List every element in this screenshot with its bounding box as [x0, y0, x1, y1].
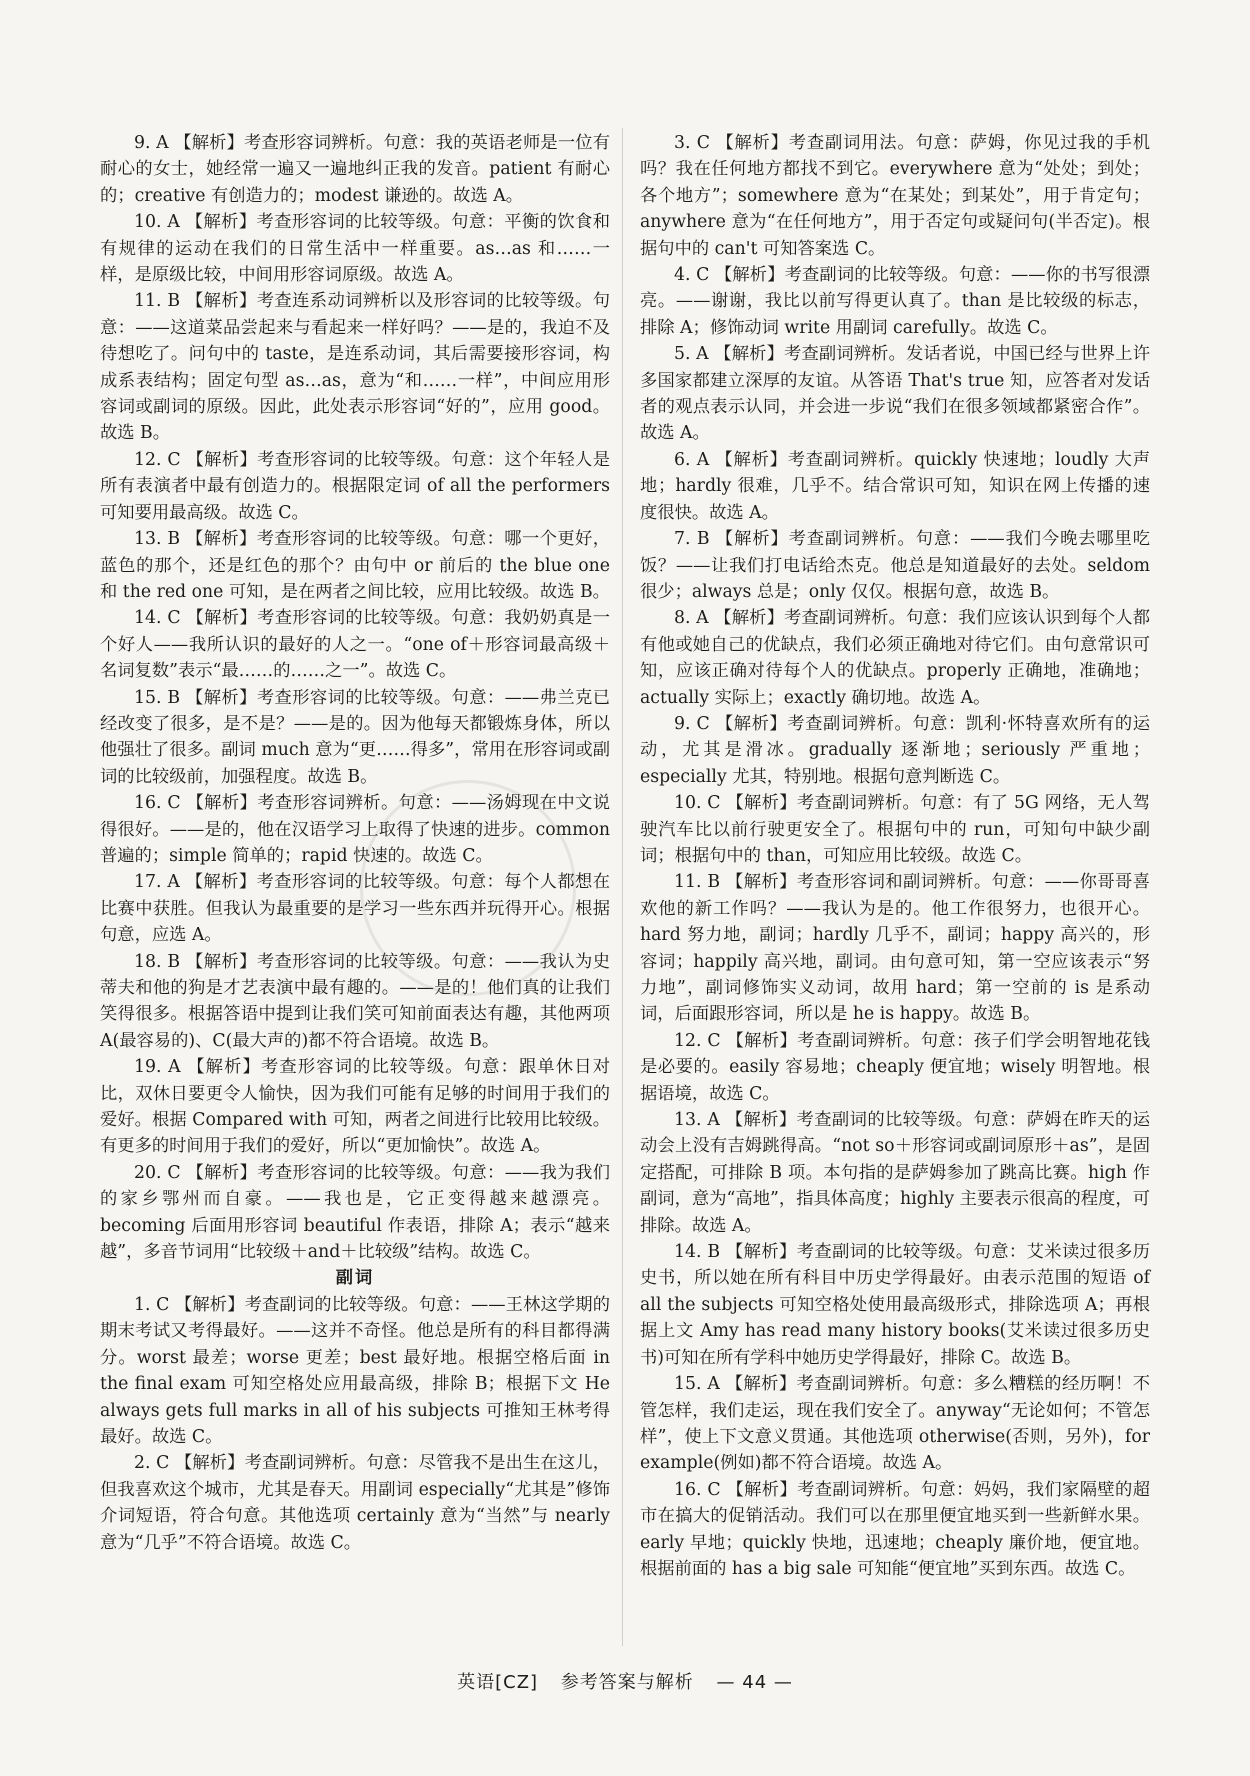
answer-item: 10. C 【解析】考查副词辨析。句意：有了 5G 网络，无人驾驶汽车比以前行驶更安全了。根据句中的 run，可知句中缺少副词；根据句中的 than，可知应用比较级。故选 C。: [640, 793, 1150, 866]
answer-item: 15. A 【解析】考查副词辨析。句意：多么糟糕的经历啊！不管怎样，我们走运，现在我们安全了。anyway“无论如何；不管怎样”，使上下文意义贯通。其他选项 otherwise(否则，另外)，for example(例如)都不符合语境。故选 A。: [640, 1374, 1150, 1474]
adverb-answers-start: [100, 1292, 610, 1556]
answer-item: 18. B 【解析】考查形容词的比较等级。句意：——我认为史蒂夫和他的狗是才艺表演中最有趣的。——是的！他们真的让我们笑得很多。根据答语中提到让我们笑可知前面表达有趣，其他两项 A(最容易的)、C(最大声的)都不符合语境。故选 B。: [100, 951, 610, 1051]
answer-item: 14. C 【解析】考查形容词的比较等级。句意：我奶奶真是一个好人——我所认识的最好的人之一。“one of＋形容词最高级＋名词复数”表示“最……的……之一”。故选 C。: [100, 608, 610, 682]
answer-item: 12. C 【解析】考查副词辨析。句意：孩子们学会明智地花钱是必要的。easily 容易地；cheaply 便宜地；wisely 明智地。根据语境，故选 C。: [640, 1030, 1150, 1104]
answer-item: 11. B 【解析】考查形容词和副词辨析。句意：——你哥哥喜欢他的新工作吗？——我认为是的。他工作很努力，也很开心。hard 努力地，副词；hardly 几乎不，副词；happy 高兴的，形容词；happily 高兴地，副词。由句意可知，第一空应该表示“努力地”，副词修饰实义动词，故用 hard；第一空前的 is 是系动词，后面跟形容词，所以是 he is happy。故选 B。: [640, 872, 1150, 1025]
answer-item: 17. A 【解析】考查形容词的比较等级。句意：每个人都想在比赛中获胜。但我认为最重要的是学习一些东西并玩得开心。根据句意，应选 A。: [100, 872, 610, 946]
footer-title: 参考答案与解析: [560, 1672, 694, 1693]
answer-item: 13. B 【解析】考查形容词的比较等级。句意：哪一个更好，蓝色的那个，还是红色的那个？由句中 or 前后的 the blue one 和 the red one 可知，是在两者之间比较，应用比较级。故选 B。: [100, 529, 610, 602]
answer-item: 11. B 【解析】考查连系动词辨析以及形容词的比较等级。句意：——这道菜品尝起来与看起来一样好吗？——是的，我迫不及待想吃了。问句中的 taste，是连系动词，其后需要接形容词，构成系表结构；固定句型 as…as，意为“和……一样”，中间应用形容词或副词的原级。因此，此处表示形容词“好的”，应用 good。故选 B。: [100, 291, 610, 444]
answer-item: 12. C 【解析】考查形容词的比较等级。句意：这个年轻人是所有表演者中最有创造力的。根据限定词 of all the performers 可知要用最高级。故选 C。: [100, 449, 610, 523]
answer-item: 14. B 【解析】考查副词的比较等级。句意：艾米读过很多历史书，所以她在所有科目中历史学得最好。由表示范围的短语 of all the subjects 可知空格处使用最高级形式，排除选项 A；再根据上文 Amy has read many history books(艾米读过很多历史书)可知在所有学科中她历史学得最好，排除 C。故选 B。: [640, 1242, 1150, 1368]
answer-item: 16. C 【解析】考查副词辨析。句意：妈妈，我们家隔壁的超市在搞大的促销活动。我们可以在那里便宜地买到一些新鲜水果。early 早地；quickly 快地，迅速地；cheaply 廉价地，便宜地。根据前面的 has a big sale 可知能“便宜地”买到东西。故选 C。: [640, 1479, 1150, 1579]
answer-item: 20. C 【解析】考查形容词的比较等级。句意：——我为我们的家乡鄂州而自豪。——我也是，它正变得越来越漂亮。becoming 后面用形容词 beautiful 作表语，排除 A；表示“越来越”，多音节词用“比较级＋and＋比较级”结构。故选 C。: [100, 1162, 610, 1263]
adjective-answers: [100, 130, 610, 1265]
answer-item: 16. C 【解析】考查形容词辨析。句意：——汤姆现在中文说得很好。——是的，他在汉语学习上取得了快速的进步。common 普遍的；simple 简单的；rapid 快速的。故选 C。: [100, 793, 610, 866]
answer-item: 9. C 【解析】考查副词辨析。句意：凯利·怀特喜欢所有的运动，尤其是滑冰。gradually 逐渐地；seriously 严重地；especially 尤其，特别地。根据句意判断选 C。: [640, 713, 1150, 787]
section-title-adverb: 副词: [335, 1268, 375, 1289]
answer-item: 4. C 【解析】考查副词的比较等级。句意：——你的书写很漂亮。——谢谢，我比以前写得更认真了。than 是比较级的标志，排除 A；修饰动词 write 用副词 carefully。故选 C。: [640, 265, 1150, 338]
answer-item: 3. C 【解析】考查副词用法。句意：萨姆，你见过我的手机吗？我在任何地方都找不到它。everywhere 意为“处处；到处；各个地方”；somewhere 意为“在某处；到某处”，用于肯定句；anywhere 意为“在任何地方”，用于否定句或疑问句(半否定)。根据句中的 can't 可知答案选 C。: [640, 133, 1150, 259]
answer-item: 2. C 【解析】考查副词辨析。句意：尽管我不是出生在这儿，但我喜欢这个城市，尤其是春天。用副词 especially“尤其是”修饰介词短语，符合句意。其他选项 certainly 意为“当然”与 nearly 意为“几乎”不符合语境。故选 C。: [100, 1453, 610, 1553]
answer-item: 9. A 【解析】考查形容词辨析。句意：我的英语老师是一位有耐心的女士，她经常一遍又一遍地纠正我的发音。patient 有耐心的；creative 有创造力的；modest 谦逊的。故选 A。: [100, 133, 610, 206]
answer-item: 1. C 【解析】考查副词的比较等级。句意：——王林这学期的期末考试又考得最好。——这并不奇怪。他总是所有的科目都得满分。worst 最差；worse 更差；best 最好地。根据空格后面 in the final exam 可知空格处应用最高级，排除 B；根据下文 He always gets full marks in all of his subjects 可推知王林考得最好。故选 C。: [100, 1294, 610, 1447]
answer-item: 7. B 【解析】考查副词辨析。句意：——我们今晚去哪里吃饭？——让我们打电话给杰克。他总是知道最好的去处。seldom 很少；always 总是；only 仅仅。根据句意，故选 B。: [640, 529, 1150, 602]
answer-item: 13. A 【解析】考查副词的比较等级。句意：萨姆在昨天的运动会上没有吉姆跳得高。“not so＋形容词或副词原形＋as”，是固定搭配，可排除 B 项。本句指的是萨姆参加了跳高比赛。high 作副词，意为“高地”，指具体高度；highly 主要表示很高的程度，可排除。故选 A。: [640, 1110, 1150, 1236]
answer-item: 15. B 【解析】考查形容词的比较等级。句意：——弗兰克已经改变了很多，是不是？——是的。因为他每天都锻炼身体，所以他强壮了很多。副词 much 意为“更……得多”，常用在形容词或副词的比较级前，加强程度。故选 B。: [100, 687, 610, 787]
page-number: — 44 —: [716, 1672, 793, 1693]
column-divider: [622, 128, 623, 1646]
answer-item: 6. A 【解析】考查副词辨析。quickly 快速地；loudly 大声地；hardly 很难，几乎不。结合常识可知，知识在网上传播的速度很快。故选 A。: [640, 449, 1150, 523]
answer-item: 5. A 【解析】考查副词辨析。发话者说，中国已经与世界上许多国家都建立深厚的友谊。从答语 That's true 知，应答者对发话者的观点表示认同，并会进一步说“我们在很多领域都紧密合作”。故选 A。: [640, 344, 1150, 444]
answer-item: 10. A 【解析】考查形容词的比较等级。句意：平衡的饮食和有规律的运动在我们的日常生活中一样重要。as…as 和……一样，是原级比较，中间用形容词原级。故选 A。: [100, 212, 610, 286]
page-footer: [0, 1668, 1250, 1694]
watermark-stamp: [360, 780, 576, 996]
answer-item: 8. A 【解析】考查副词辨析。句意：我们应该认识到每个人都有他或她自己的优缺点，我们必须正确地对待它们。由句意常识可知，应该正确对待每个人的优缺点。properly 正确地，准确地；actually 实际上；exactly 确切地。故选 A。: [640, 608, 1150, 708]
right-column: [640, 130, 1150, 1582]
answer-item: 19. A 【解析】考查形容词的比较等级。句意：跟单休日对比，双休日要更令人愉快，因为我们可能有足够的时间用于我们的爱好。根据 Compared with 可知，两者之间进行比较用比较级。有更多的时间用于我们的爱好，所以“更加愉快”。故选 A。: [100, 1057, 610, 1157]
footer-subject: 英语[CZ]: [457, 1672, 539, 1693]
